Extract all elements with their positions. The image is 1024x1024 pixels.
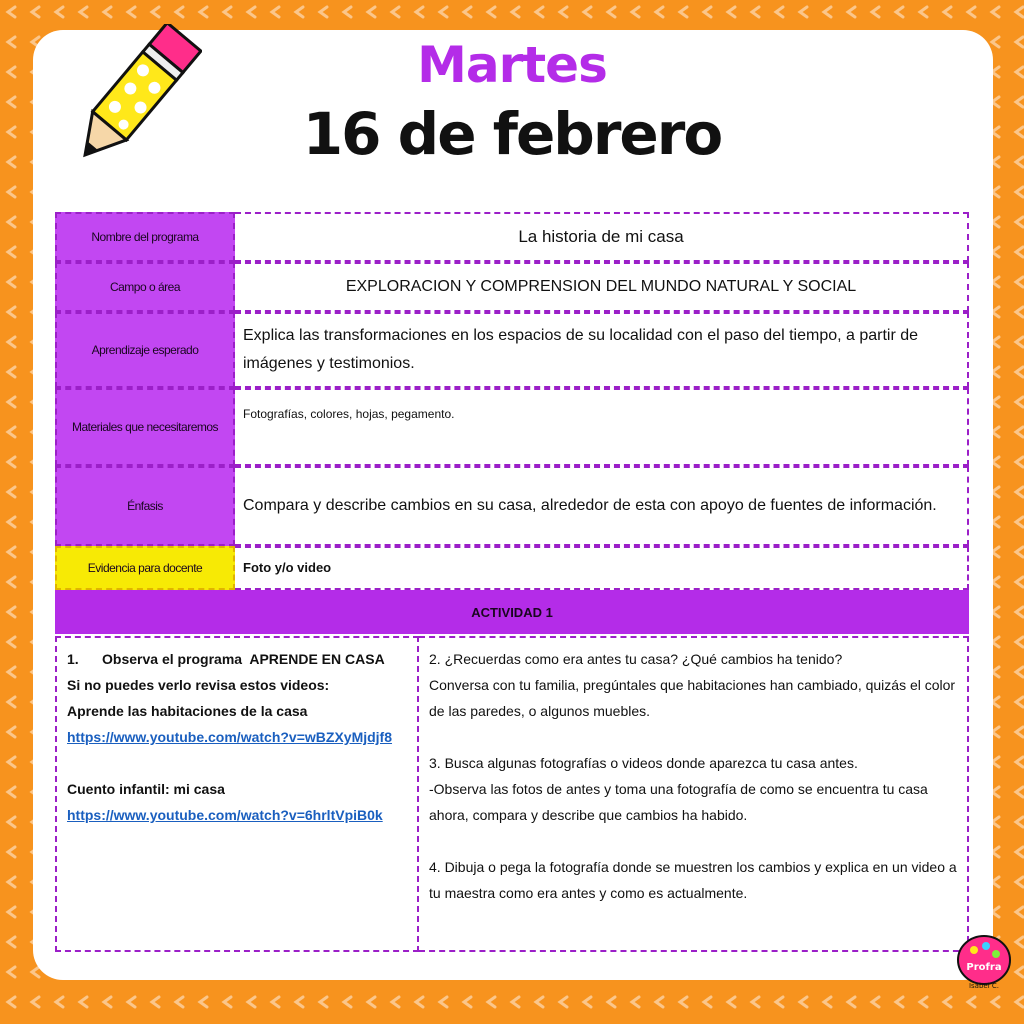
- table-row: [55, 262, 969, 312]
- row-label: Campo o área: [55, 262, 235, 312]
- field-area: EXPLORACION Y COMPRENSION DEL MUNDO NATURAL Y SOCIAL: [235, 262, 969, 312]
- program-name: La historia de mi casa: [235, 212, 969, 262]
- step-3-detail: -Observa las fotos de antes y toma una fotografía de como se encuentra tu casa ahora, compara y describe que cambios ha habido.: [429, 781, 928, 823]
- date-title: 16 de febrero: [302, 100, 722, 168]
- badge-brand-top: Profra: [966, 962, 1002, 973]
- activity-left-column: [55, 636, 419, 952]
- materials: Fotografías, colores, hojas, pegamento.: [235, 388, 969, 466]
- step-1: 1. Observa el programa APRENDE EN CASA: [67, 651, 385, 667]
- step-3: 3. Busca algunas fotografías o videos donde aparezca tu casa antes.: [429, 755, 858, 771]
- story-title: Cuento infantil: mi casa: [67, 781, 225, 797]
- step-2-detail: Conversa con tu familia, pregúntales que habitaciones han cambiado, quizás el color de las paredes, o algunos muebles.: [429, 677, 956, 719]
- row-label: Materiales que necesitaremos: [55, 388, 235, 466]
- row-label: Evidencia para docente: [55, 546, 235, 590]
- table-row: [55, 312, 969, 388]
- table-row: [55, 212, 969, 262]
- video-title: Aprende las habitaciones de la casa: [67, 703, 308, 719]
- instruction: Si no puedes verlo revisa estos videos:: [67, 677, 330, 693]
- activity-right-column: [419, 636, 969, 952]
- row-label: Nombre del programa: [55, 212, 235, 262]
- author-badge: [952, 930, 1016, 994]
- table-row: [55, 466, 969, 546]
- step-2: 2. ¿Recuerdas como era antes tu casa? ¿Qué cambios ha tenido?: [429, 651, 843, 667]
- activity-header: ACTIVIDAD 1: [55, 590, 969, 634]
- row-label: Énfasis: [55, 466, 235, 546]
- table-row: [55, 546, 969, 590]
- video-link-1[interactable]: https://www.youtube.com/watch?v=wBZXyMjdjf8: [67, 729, 393, 745]
- day-title: Martes: [417, 36, 607, 94]
- expected-learning: Explica las transformaciones en los espacios de su localidad con el paso del tiempo, a partir de imágenes y testimonios.: [235, 312, 969, 388]
- teacher-evidence: Foto y/o video: [235, 546, 969, 590]
- row-label: Aprendizaje esperado: [55, 312, 235, 388]
- step-4: 4. Dibuja o pega la fotografía donde se muestren los cambios y explica en un video a tu maestra como era antes y como es actualmente.: [429, 859, 957, 901]
- video-link-2[interactable]: https://www.youtube.com/watch?v=6hrltVpiB0k: [67, 807, 383, 823]
- emphasis: Compara y describe cambios en su casa, alrededor de esta con apoyo de fuentes de información.: [235, 466, 969, 546]
- badge-brand-bottom: Isabel C.: [968, 982, 1000, 990]
- table-row: [55, 388, 969, 466]
